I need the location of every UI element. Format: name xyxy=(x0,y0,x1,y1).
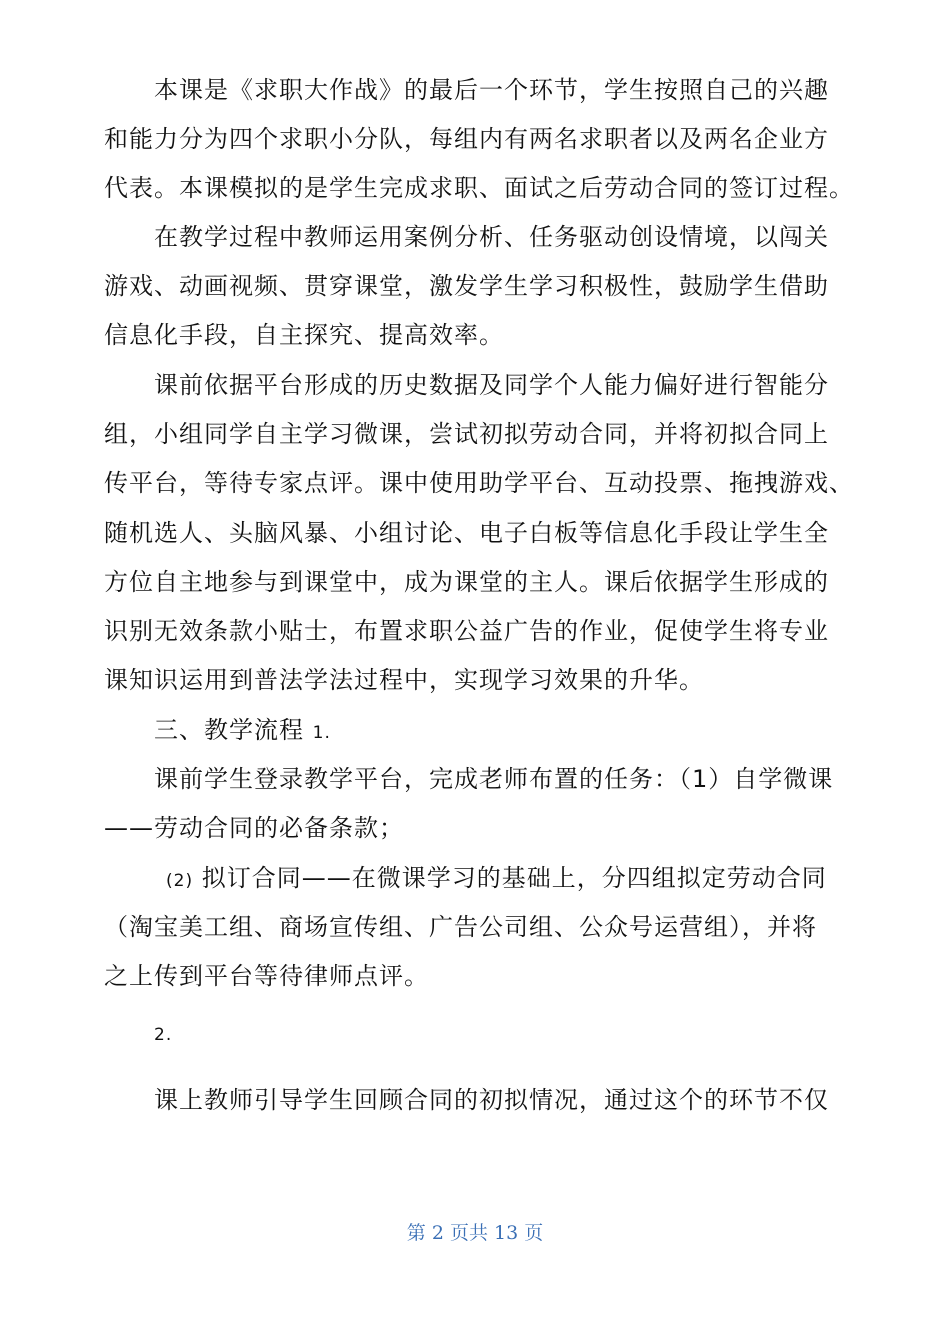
paragraph-4-line-2: ——劳动合同的必备条款； xyxy=(104,814,404,842)
paragraph-3-line-1: 课前依据平台形成的历史数据及同学个人能力偏好进行智能分 xyxy=(154,371,829,399)
paragraph-3-line-7: 课知识运用到普法学法过程中，实现学习效果的升华。 xyxy=(104,666,704,694)
section-heading: 三、教学流程 xyxy=(154,716,304,744)
paragraph-5-line-3: 之上传到平台等待律师点评。 xyxy=(104,962,429,990)
paragraph-3-line-2: 组，小组同学自主学习微课，尝试初拟劳动合同，并将初拟合同上 xyxy=(104,420,829,448)
paragraph-5-line-2: （淘宝美工组、商场宣传组、广告公司组、公众号运营组），并将 xyxy=(104,913,817,941)
paragraph-1-line-2: 和能力分为四个求职小分队，每组内有两名求职者以及两名企业方 xyxy=(104,125,829,153)
paragraph-1-line-3: 代表。本课模拟的是学生完成求职、面试之后劳动合同的签订过程。 xyxy=(104,174,854,202)
paragraph-3-line-6: 识别无效条款小贴士，布置求职公益广告的作业，促使学生将专业 xyxy=(104,617,829,645)
item-2-number: 2. xyxy=(154,1025,173,1045)
section-number: 1. xyxy=(312,723,331,743)
paragraph-5-line-1 xyxy=(166,863,827,896)
paragraph-4-line-1: 课前学生登录教学平台，完成老师布置的任务：（1）自学微课 xyxy=(154,765,834,793)
paragraph-5-text: 拟订合同——在微课学习的基础上，分四组拟定劳动合同 xyxy=(201,864,827,892)
paragraph-2-line-3: 信息化手段，自主探究、提高效率。 xyxy=(104,321,504,349)
section-heading-line xyxy=(154,715,331,748)
paragraph-6-line-1: 课上教师引导学生回顾合同的初拟情况，通过这个的环节不仅 xyxy=(154,1086,829,1114)
paragraph-3-line-5: 方位自主地参与到课堂中，成为课堂的主人。课后依据学生形成的 xyxy=(104,568,829,596)
paragraph-2-line-2: 游戏、动画视频、贯穿课堂，激发学生学习积极性，鼓励学生借助 xyxy=(104,272,829,300)
paragraph-3-line-3: 传平台，等待专家点评。课中使用助学平台、互动投票、拖拽游戏、 xyxy=(104,469,854,497)
page-indicator: 第 2 页共 13 页 xyxy=(406,1222,544,1244)
paragraph-5-number: (2) xyxy=(166,871,194,891)
paragraph-1-line-1: 本课是《求职大作战》的最后一个环节，学生按照自己的兴趣 xyxy=(154,76,829,104)
paragraph-2-line-1: 在教学过程中教师运用案例分析、任务驱动创设情境，以闯关 xyxy=(154,223,829,251)
paragraph-3-line-4: 随机选人、头脑风暴、小组讨论、电子白板等信息化手段让学生全 xyxy=(104,519,829,547)
